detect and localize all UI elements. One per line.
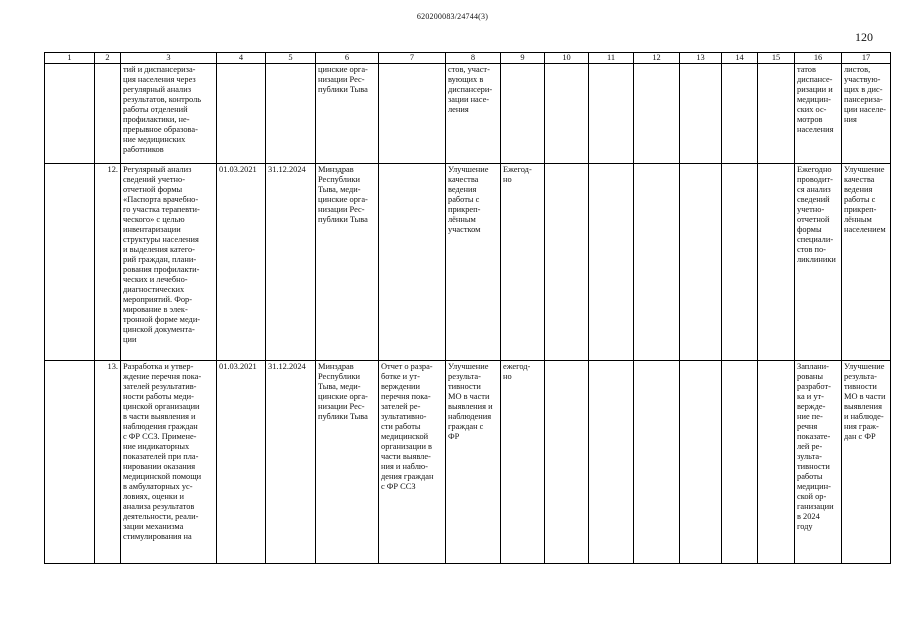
table-cell (758, 164, 795, 361)
start-date (217, 64, 266, 164)
result-note: Улучшение результа- тивности МО в части выявления и наблюде- ния граж- дан с ФР (842, 361, 891, 564)
measure-description: Разработка и утвер- ждение перечня пока- зателей результатив- ности работы меди- цинской организации в части выявления и наблюдения граждан с ФР ССЗ. Примене- ние индикаторных показателей при пла- нировании оказания медицинской помощи в амбулаторных ус- ловиях, оценки и анализа результатов деятельности, реали- зации механизма стимулирования на (121, 361, 217, 564)
table-cell (589, 164, 634, 361)
row-number: 13. (95, 361, 121, 564)
col-header-4: 4 (217, 53, 266, 64)
control-event (379, 164, 446, 361)
control-event (379, 64, 446, 164)
row-number (95, 64, 121, 164)
col-header-7: 7 (379, 53, 446, 64)
table-cell (722, 164, 758, 361)
table-cell (722, 64, 758, 164)
responsible-executor: цинские орга- низации Рес- публики Тыва (316, 64, 379, 164)
table-cell (545, 164, 589, 361)
table-cell (634, 64, 680, 164)
col-header-17: 17 (842, 53, 891, 64)
col-header-1: 1 (45, 53, 95, 64)
end-date: 31.12.2024 (266, 361, 316, 564)
table-cell (680, 64, 722, 164)
expected-result: стов, участ- вующих в диспансери- зации насе- ления (446, 64, 501, 164)
table-cell (45, 64, 95, 164)
col-header-11: 11 (589, 53, 634, 64)
col-header-10: 10 (545, 53, 589, 64)
table-cell (680, 164, 722, 361)
document-id: 620200083/24744(3) (416, 12, 489, 21)
end-date (266, 64, 316, 164)
table-row (45, 361, 891, 564)
measures-table (44, 52, 891, 564)
row-number: 12. (95, 164, 121, 361)
table-row (45, 164, 891, 361)
measure-description: Регулярный анализ сведений учетно- отчетной формы «Паспорта врачебно- го участка терапевти- ческого» с целью инвентаризации структуры населения и выделения катего- рий граждан, плани- рования профилакти- ческих и лечебно- диагностических мероприятий. Фор- мирование в элек- тронной форме меди- цинской документа- ции (121, 164, 217, 361)
status-note: Заплани- рованы разработ- ка и ут- вержде- ние пе- речня показате- лей ре- зульта- тивности работы медицин- ской ор- ганизации в 2024 году (795, 361, 842, 564)
col-header-14: 14 (722, 53, 758, 64)
table-cell (680, 361, 722, 564)
table-cell (545, 64, 589, 164)
table-cell (45, 361, 95, 564)
expected-result: Улучшение качества ведения работы с прикреп- лённым участком (446, 164, 501, 361)
responsible-executor: Минздрав Республики Тыва, меди- цинские орга- низации Рес- публики Тыва (316, 361, 379, 564)
measure-description: тий и диспансериза- ция населения через регулярный анализ результатов, контроль работы отделений профилактики, не- прерывное образова- ние медицинских работников (121, 64, 217, 164)
table-cell (758, 361, 795, 564)
column-number-row (45, 53, 891, 64)
col-header-9: 9 (501, 53, 545, 64)
table-cell (589, 361, 634, 564)
result-note: листов, участвую- щих в дис- пансериза- ции населе- ния (842, 64, 891, 164)
result-note: Улучшение качества ведения работы с прикреп- лённым населением (842, 164, 891, 361)
col-header-13: 13 (680, 53, 722, 64)
col-header-16: 16 (795, 53, 842, 64)
frequency: ежегод- но (501, 361, 545, 564)
expected-result: Улучшение результа- тивности МО в части выявления и наблюдения граждан с ФР (446, 361, 501, 564)
col-header-12: 12 (634, 53, 680, 64)
frequency (501, 64, 545, 164)
col-header-5: 5 (266, 53, 316, 64)
col-header-15: 15 (758, 53, 795, 64)
table-cell (722, 361, 758, 564)
table-cell (545, 361, 589, 564)
status-note: Ежегодно проводит- ся анализ сведений учетно- отчетной формы специали- стов по- ликлиники (795, 164, 842, 361)
responsible-executor: Минздрав Республики Тыва, меди- цинские орга- низации Рес- публики Тыва (316, 164, 379, 361)
table-cell (634, 361, 680, 564)
control-event: Отчет о разра- ботке и ут- верждении перечня пока- зателей ре- зультативно- сти работы медицинской организации в части выявле- ния и наблю- дения граждан с ФР ССЗ (379, 361, 446, 564)
table-cell (634, 164, 680, 361)
table-cell (589, 64, 634, 164)
end-date: 31.12.2024 (266, 164, 316, 361)
frequency: Ежегод- но (501, 164, 545, 361)
table-cell (758, 64, 795, 164)
col-header-6: 6 (316, 53, 379, 64)
start-date: 01.03.2021 (217, 361, 266, 564)
start-date: 01.03.2021 (217, 164, 266, 361)
table-row (45, 64, 891, 164)
table-cell (45, 164, 95, 361)
col-header-3: 3 (121, 53, 217, 64)
page-number: 120 (855, 30, 873, 44)
col-header-2: 2 (95, 53, 121, 64)
status-note: татов диспансе- ризации и медицин- ских ос- мотров населения (795, 64, 842, 164)
col-header-8: 8 (446, 53, 501, 64)
